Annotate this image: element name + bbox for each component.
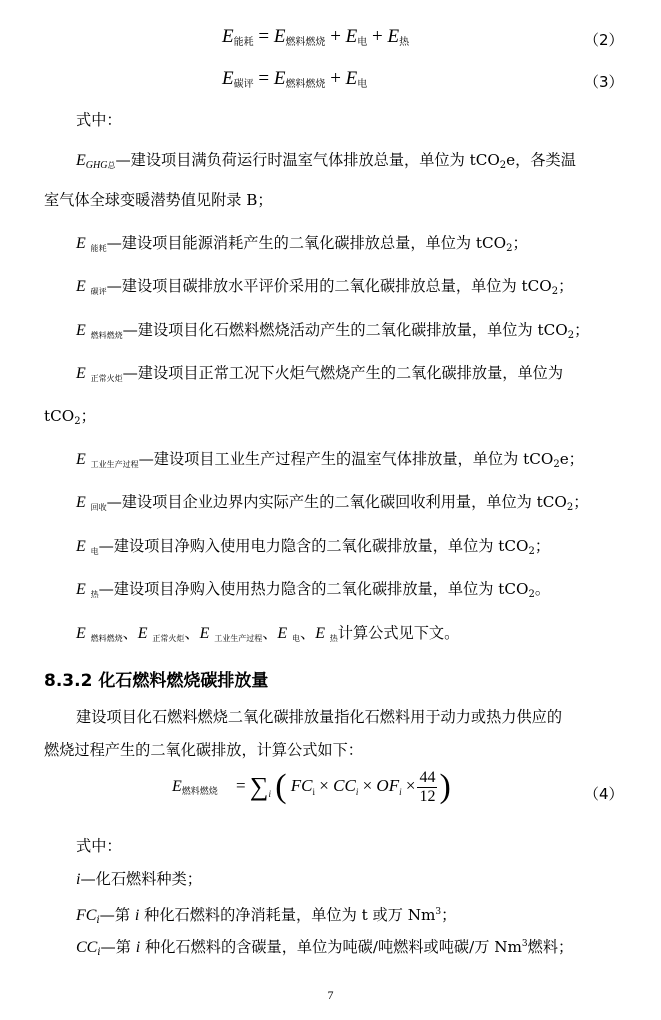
def-energy: E 能耗—建设项目能源消耗产生的二氧化碳排放总量，单位为 tCO$_2$； [76,234,528,254]
section-heading: 8.3.2 化石燃料燃烧碳排放量 [44,671,269,691]
equation-3-number: （3） [584,73,624,91]
def-fuel-combustion: E 燃料燃烧—建设项目化石燃料燃烧活动产生的二氧化碳排放量，单位为 tCO$_2$； [76,321,590,341]
equation-3: $E_{碳评} = E_{燃料燃烧} + E_电$ [222,68,368,90]
section-paragraph-line-2: 燃烧过程产生的二氧化碳排放，计算公式如下： [44,741,363,759]
def-fuel-consumption: $FC_i—$第 i 种化石燃料的净消耗量，单位为 t 或万 Nm$^3$； [76,906,457,926]
equation-2: $E_{能耗} = E_{燃料燃烧} + E_电 + E_热$ [222,26,410,48]
page-number: 7 [327,988,334,1002]
wherein-label: 式中： [76,111,122,129]
def-ghg: EGHG总—建设项目满负荷运行时温室气体排放总量，单位为 tCO$_2$e，各类温 [76,151,576,171]
equation-4-fraction: $\frac{44}{12}$ [419,768,436,805]
def-carbon-content: $CC_i—$第 i 种化石燃料的含碳量，单位为吨碳/吨燃料或吨碳/万 Nm$^3$燃料； [76,938,574,958]
wherein-label-2: 式中： [76,837,122,855]
def-carbon-assessment: E 碳评—建设项目碳排放水平评价采用的二氧化碳排放总量，单位为 tCO$_2$； [76,277,574,297]
def-ghg-cont: 室气体全球变暖潜势值见附录 B； [44,191,273,209]
equation-4-number: （4） [584,785,624,803]
def-fuel-type: i—化石燃料种类； [76,870,202,888]
equation-4: E燃料燃烧 = $\sum_i$ ( $FC_i \times CC_i \times OF_i$ × $\frac{44}{12}$ ) [172,768,451,805]
equation-2-number: （2） [584,31,624,49]
def-industrial-process: E 工业生产过程—建设项目工业生产过程产生的温室气体排放量，单位为 tCO$_2$e； [76,450,584,470]
def-flare: E 正常火炬—建设项目正常工况下火炬气燃烧产生的二氧化碳排放量，单位为 [76,364,564,383]
def-electricity: E 电—建设项目净购入使用电力隐含的二氧化碳排放量，单位为 tCO$_2$； [76,537,551,557]
def-summary: E 燃料燃烧、E 正常火炬、E 工业生产过程、E 电、E 热计算公式见下文。 [76,624,460,643]
def-flare-cont: tCO$_2$； [44,407,96,427]
section-paragraph-line-1: 建设项目化石燃料燃烧二氧化碳排放量指化石燃料用于动力或热力供应的 [76,708,562,726]
def-recovery: E 回收—建设项目企业边界内实际产生的二氧化碳回收利用量，单位为 tCO$_2$； [76,493,589,513]
def-heat: E 热—建设项目净购入使用热力隐含的二氧化碳排放量，单位为 tCO$_2$。 [76,580,551,600]
